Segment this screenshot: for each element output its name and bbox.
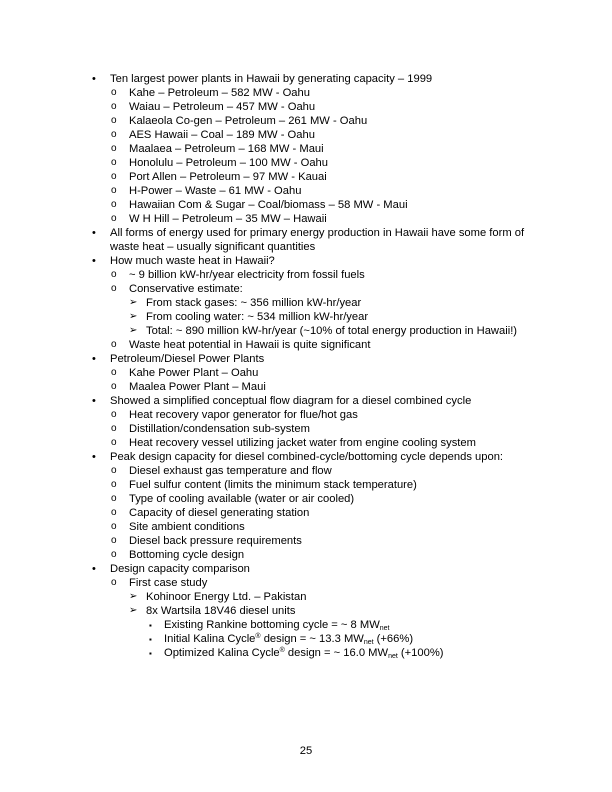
list-item (110, 464, 530, 478)
plant-item: Hawaiian Com & Sugar – Coal/biomass – 58 MW - Maui (129, 199, 408, 211)
circle-marker: o (111, 409, 117, 420)
case-study-text: First case study (129, 577, 208, 589)
list-item (129, 604, 530, 660)
design-factor-item: Fuel sulfur content (limits the minimum stack temperature) (129, 479, 417, 491)
diesel-plant-item: Kahe Power Plant – Oahu (129, 367, 259, 379)
plant-item: AES Hawaii – Coal – 189 MW - Oahu (129, 129, 315, 141)
list-item (146, 646, 530, 660)
plant-item: Kalaeola Co-gen – Petroleum – 261 MW - Oahu (129, 115, 368, 127)
arrow-marker: ➢ (129, 325, 138, 336)
list-item (110, 506, 530, 520)
bullet-marker: • (92, 563, 96, 575)
circle-marker: o (111, 87, 117, 98)
case-study-list (129, 590, 530, 660)
arrow-marker: ➢ (129, 311, 138, 322)
circle-marker: o (111, 143, 117, 154)
list-item (129, 310, 530, 324)
initial-design-value: design = ~ 13.3 MW (260, 633, 364, 645)
list-item (90, 226, 530, 254)
circle-marker: o (111, 157, 117, 168)
company-text: Kohinoor Energy Ltd. – Pakistan (146, 591, 307, 603)
list-item (90, 562, 530, 660)
comparison-heading: Design capacity comparison (110, 563, 250, 575)
circle-marker: o (111, 199, 117, 210)
design-capacity-list (110, 464, 530, 562)
estimate-item: From cooling water: ~ 534 million kW-hr/year (146, 311, 369, 323)
list-item (110, 128, 530, 142)
list-item (129, 324, 530, 338)
registered-mark: ® (255, 633, 261, 640)
registered-mark: ® (279, 647, 285, 654)
plant-item: Waiau – Petroleum – 457 MW - Oahu (129, 101, 316, 113)
list-item (90, 352, 530, 394)
conservative-estimate-text: Conservative estimate: (129, 283, 243, 295)
optimized-percent: (+100%) (397, 647, 444, 659)
circle-marker: o (111, 101, 117, 112)
square-marker: ▪ (149, 649, 152, 658)
waste-heat-potential-text: Waste heat potential in Hawaii is quite significant (129, 339, 371, 351)
list-item (110, 436, 530, 450)
flow-diagram-heading: Showed a simplified conceptual flow diagram for a diesel combined cycle (110, 395, 472, 407)
list-item (110, 478, 530, 492)
circle-marker: o (111, 129, 117, 140)
plant-item: Honolulu – Petroleum – 100 MW - Oahu (129, 157, 328, 169)
list-item (110, 338, 530, 352)
diesel-plant-item: Maalea Power Plant – Maui (129, 381, 266, 393)
net-subscript: net (363, 639, 374, 646)
circle-marker: o (111, 493, 117, 504)
circle-marker: o (111, 577, 117, 588)
list-item (110, 534, 530, 548)
list-item (110, 282, 530, 338)
circle-marker: o (111, 381, 117, 392)
circle-marker: o (111, 213, 117, 224)
list-item (110, 366, 530, 380)
plants-heading: Ten largest power plants in Hawaii by generating capacity – 1999 (110, 73, 433, 85)
list-item (110, 380, 530, 394)
bullet-marker: • (92, 451, 96, 463)
list-item (110, 422, 530, 436)
fossil-fuel-text: ~ 9 billion kW-hr/year electricity from fossil fuels (129, 269, 365, 281)
energy-forms-text: All forms of energy used for primary energy production in Hawaii have some form of waste heat – usually significant quantities (110, 227, 525, 253)
list-item (90, 72, 530, 226)
list-item (110, 520, 530, 534)
initial-percent: (+66%) (373, 633, 414, 645)
list-item (110, 212, 530, 226)
flow-diagram-item: Distillation/condensation sub-system (129, 423, 310, 435)
circle-marker: o (111, 465, 117, 476)
design-factor-item: Type of cooling available (water or air cooled) (129, 493, 355, 505)
design-factor-item: Diesel exhaust gas temperature and flow (129, 465, 332, 477)
diesel-units-text: 8x Wartsila 18V46 diesel units (146, 605, 296, 617)
document-body (90, 72, 530, 660)
arrow-marker: ➢ (129, 605, 138, 616)
comparison-list (110, 576, 530, 660)
plant-item: H-Power – Waste – 61 MW - Oahu (129, 185, 302, 197)
bullet-marker: • (92, 227, 96, 239)
list-item (90, 254, 530, 352)
list-item (129, 590, 530, 604)
plant-item: Kahe – Petroleum – 582 MW - Oahu (129, 87, 310, 99)
circle-marker: o (111, 437, 117, 448)
circle-marker: o (111, 423, 117, 434)
flow-diagram-item: Heat recovery vessel utilizing jacket water from engine cooling system (129, 437, 476, 449)
plant-item: Maalaea – Petroleum – 168 MW - Maui (129, 143, 324, 155)
waste-heat-heading: How much waste heat in Hawaii? (110, 255, 275, 267)
square-marker: ▪ (149, 621, 152, 630)
circle-marker: o (111, 115, 117, 126)
list-item (90, 394, 530, 450)
design-factor-item: Site ambient conditions (129, 521, 245, 533)
circle-marker: o (111, 549, 117, 560)
list-item (110, 548, 530, 562)
circle-marker: o (111, 521, 117, 532)
estimate-item: From stack gases: ~ 356 million kW-hr/year (146, 297, 362, 309)
design-factor-item: Diesel back pressure requirements (129, 535, 302, 547)
bullet-marker: • (92, 73, 96, 85)
circle-marker: o (111, 283, 117, 294)
list-item (110, 408, 530, 422)
list-item (110, 170, 530, 184)
circle-marker: o (111, 171, 117, 182)
circle-marker: o (111, 479, 117, 490)
circle-marker: o (111, 269, 117, 280)
net-subscript: net (388, 653, 398, 660)
bullet-marker: • (92, 395, 96, 407)
design-results-list (146, 618, 530, 660)
page-number: 25 (299, 745, 313, 757)
list-item (90, 450, 530, 562)
optimized-design-value: design = ~ 16.0 MW (284, 647, 389, 659)
design-capacity-heading: Peak design capacity for diesel combined-cycle/bottoming cycle depends upon: (110, 451, 504, 463)
list-item (146, 632, 530, 646)
circle-marker: o (111, 339, 117, 350)
list-item (129, 296, 530, 310)
list-item (146, 618, 530, 632)
waste-heat-list (110, 268, 530, 352)
circle-marker: o (111, 185, 117, 196)
initial-kalina-text: Initial Kalina Cycle (164, 633, 256, 645)
diesel-plants-heading: Petroleum/Diesel Power Plants (110, 353, 265, 365)
bullet-marker: • (92, 255, 96, 267)
flow-diagram-item: Heat recovery vapor generator for flue/hot gas (129, 409, 358, 421)
optimized-kalina-text: Optimized Kalina Cycle (164, 647, 280, 659)
estimate-list (129, 296, 530, 338)
circle-marker: o (111, 507, 117, 518)
list-item (110, 86, 530, 100)
list-item (110, 576, 530, 660)
arrow-marker: ➢ (129, 591, 138, 602)
flow-diagram-list (110, 408, 530, 450)
design-factor-item: Bottoming cycle design (129, 549, 245, 561)
list-item (110, 492, 530, 506)
list-item (110, 100, 530, 114)
circle-marker: o (111, 367, 117, 378)
circle-marker: o (111, 535, 117, 546)
list-item (110, 156, 530, 170)
estimate-item: Total: ~ 890 million kW-hr/year (~10% of total energy production in Hawaii!) (146, 325, 518, 337)
list-item (110, 268, 530, 282)
list-item (110, 142, 530, 156)
bullet-marker: • (92, 353, 96, 365)
net-subscript: net (379, 625, 390, 632)
plants-list (110, 86, 530, 226)
list-item (110, 114, 530, 128)
diesel-plants-list (110, 366, 530, 394)
main-bullet-list (90, 72, 530, 660)
rankine-text: Existing Rankine bottoming cycle = ~ 8 MW (164, 619, 380, 631)
plant-item: Port Allen – Petroleum – 97 MW - Kauai (129, 171, 327, 183)
arrow-marker: ➢ (129, 297, 138, 308)
list-item (110, 184, 530, 198)
square-marker: ▪ (149, 635, 152, 644)
list-item (110, 198, 530, 212)
design-factor-item: Capacity of diesel generating station (129, 507, 310, 519)
plant-item: W H Hill – Petroleum – 35 MW – Hawaii (129, 213, 327, 225)
